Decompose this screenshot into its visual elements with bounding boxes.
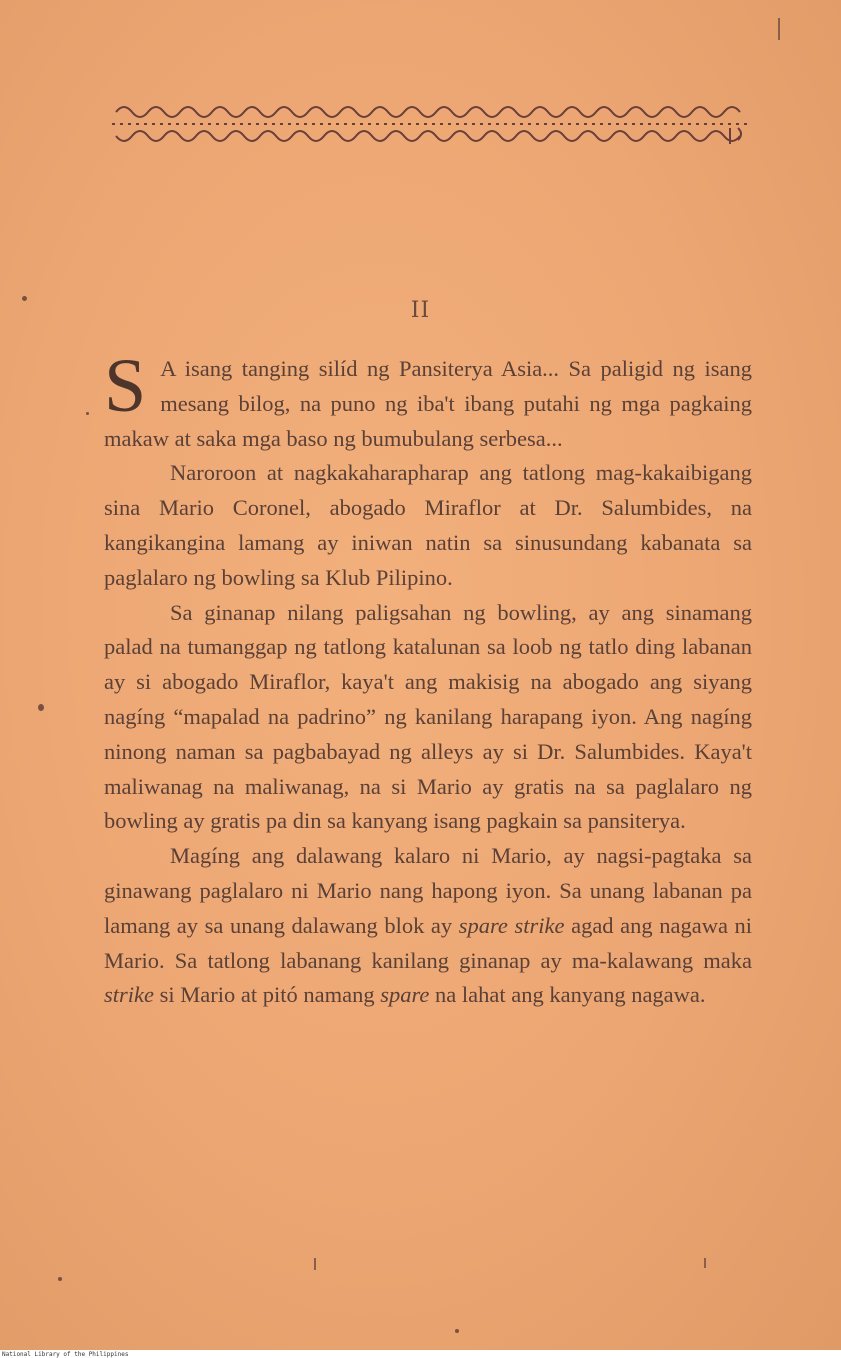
paragraph (104, 344, 752, 456)
italic-term: spare (380, 982, 430, 1008)
margin-mark (704, 1258, 706, 1268)
text-run: Naroroon at nagkakaharapharap ang tatlong mag-kakaibigang sina Mario Coronel, abogado Miraflor at Dr. Salumbides, na kangikangina lamang ay iniwan natin sa sinusundang kabanata sa paglalaro ng bowling sa Klub Pilipino. (104, 460, 752, 590)
text-run: A isang tanging silíd ng Pansiterya Asia... Sa paligid ng isang mesang bilog, na puno ng iba't ibang putahi ng mga pagkaing makaw at saka mga baso ng bumubulang serbesa... (104, 356, 752, 451)
italic-term: spare strike (458, 912, 565, 938)
paper-speck (86, 412, 89, 415)
paragraph (104, 456, 752, 595)
text-run: agad ang nagawa ni Mario. Sa tatlong labanang kanilang ginanap ay ma-kalawang maka (104, 912, 753, 973)
drop-cap: S (104, 344, 147, 428)
footer-credit: National Library of the Philippines (2, 1351, 129, 1358)
paper-speck (455, 1329, 459, 1333)
text-run: na lahat ang kanyang nagawa. (429, 982, 706, 1008)
text-run: si Mario at pitó namang (154, 982, 381, 1008)
text-run: Magíng ang dalawang kalaro ni Mario, ay nagsi-pagtaka sa ginawang paglalaro ni Mario nang hapong iyon. Sa unang labanan pa lamang ay sa unang dalawang blok ay (104, 843, 752, 938)
margin-mark (314, 1258, 316, 1270)
paper-speck (58, 1277, 62, 1281)
italic-term: strike (104, 982, 154, 1008)
text-run: Sa ginanap nilang paligsahan ng bowling, ay ang sinamang palad na tumanggap ng tatlong katalunan sa loob ng tatlo ding labanan ay si abogado Miraflor, kaya't ang makisig na abogado ang siyang nagíng “mapalad na padrino” ng kanilang harapang iyon. Ang nagíng ninong naman sa pagbabayad ng alleys ay si Dr. Salumbides. Kaya't maliwanag na maliwanag, na si Mario ay gratis na sa paglalaro ng bowling ay gratis pa din sa kanyang isang pagkain sa pansiterya. (104, 599, 752, 834)
paragraph (104, 839, 752, 1013)
margin-mark (778, 18, 780, 40)
paper-speck (22, 296, 27, 301)
chapter-number: II (410, 298, 431, 323)
chapter-body-text (104, 344, 753, 1013)
paper-speck (38, 704, 44, 711)
paragraph (104, 596, 752, 840)
decorative-border-ornament (112, 98, 752, 150)
